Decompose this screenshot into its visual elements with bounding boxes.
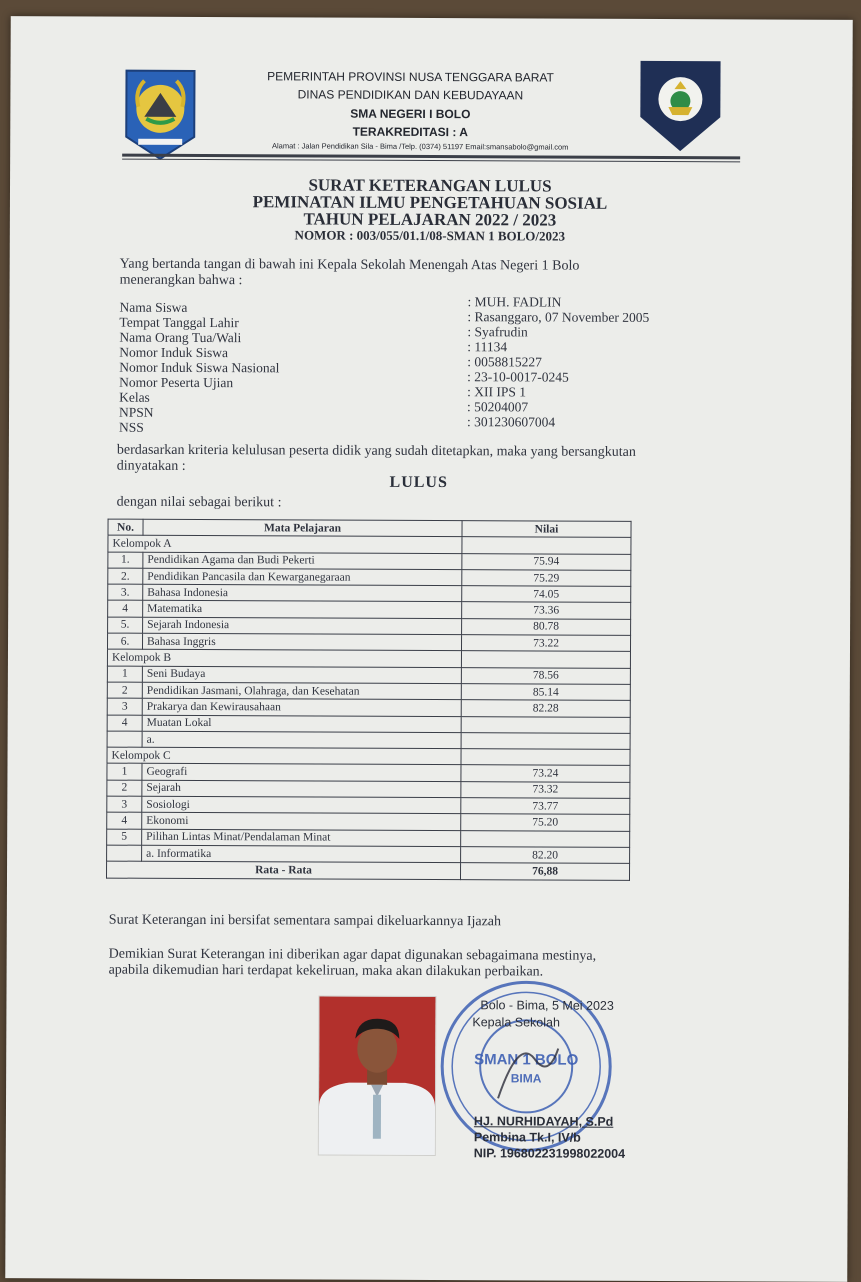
group-value-empty [461, 749, 630, 766]
graduation-result: LULUS [389, 473, 448, 492]
row-subject: Pilihan Lintas Minat/Pendalaman Minat [142, 829, 461, 847]
stamp-center-city: BIMA [510, 1071, 542, 1086]
row-value: 75.20 [461, 814, 630, 831]
column-header-subject: Mata Pelajaran [143, 519, 462, 537]
row-value: 75.29 [462, 570, 631, 587]
header-government: PEMERINTAH PROVINSI NUSA TENGGARA BARAT [267, 69, 554, 85]
row-number: 2 [107, 780, 142, 796]
row-subject: Pendidikan Agama dan Budi Pekerti [143, 552, 462, 570]
student-value: : 11134 [467, 339, 508, 355]
row-value: 73.36 [462, 602, 631, 619]
signature-position: Kepala Sekolah [472, 1015, 560, 1030]
row-subject: Sejarah [142, 780, 461, 798]
row-number: 4 [107, 812, 142, 828]
row-value: 73.24 [461, 765, 630, 782]
row-number: 3 [107, 796, 142, 812]
signature-name: HJ. NURHIDAYAH, S.Pd [473, 1114, 614, 1129]
average-row [106, 861, 629, 880]
row-subject: Muatan Lokal [142, 715, 461, 733]
group-value-empty [462, 537, 631, 554]
row-value: 82.20 [461, 847, 630, 864]
row-number: 1. [108, 552, 143, 568]
row-value: 75.94 [462, 553, 631, 570]
student-label: Tempat Tanggal Lahir [119, 314, 239, 331]
intro-line-1: Yang bertanda tangan di bawah ini Kepala Sekolah Menengah Atas Negeri 1 Bolo [119, 256, 580, 274]
document-number: NOMOR : 003/055/01.1/08-SMAN 1 BOLO/2023 [294, 227, 566, 244]
student-value: : MUH. FADLIN [467, 294, 562, 310]
row-value: 85.14 [461, 684, 630, 701]
row-subject: Pendidikan Jasmani, Olahraga, dan Kesehatan [142, 682, 461, 700]
row-subject: Ekonomi [142, 813, 461, 831]
student-label: Nomor Induk Siswa Nasional [119, 359, 280, 376]
row-subject: Pendidikan Pancasila dan Kewarganegaraan [143, 568, 462, 586]
student-value: : 0058815227 [467, 354, 542, 370]
signature-place-date: Bolo - Bima, 5 Mei 2023 [480, 998, 614, 1013]
row-value: 74.05 [462, 586, 631, 603]
row-number: 3. [108, 584, 143, 600]
student-photo [318, 996, 437, 1157]
row-value: 82.28 [461, 700, 630, 717]
student-value: : 23-10-0017-0245 [467, 369, 569, 385]
row-subject: a. Informatika [142, 845, 461, 863]
group-label: Kelompok B [107, 649, 461, 667]
row-value: 78.56 [461, 667, 630, 684]
row-subject: Prakarya dan Kewirausahaan [142, 699, 461, 717]
closing-line-1: Demikian Surat Keterangan ini diberikan agar dapat digunakan sebagaimana mestinya, [108, 946, 597, 964]
row-number [107, 731, 142, 747]
header-address: Alamat : Jalan Pendidikan Sila - Bima /Telp. (0374) 51197 Email:smansabolo@gmail.com [271, 141, 569, 152]
row-number: 5 [107, 829, 142, 845]
closing-line-2: apabila dikemudian hari terdapat kekeliruan, maka akan dilakukan perbaikan. [108, 962, 544, 980]
row-number: 6. [107, 633, 142, 649]
row-subject: Seni Budaya [142, 666, 461, 684]
row-number: 4 [107, 715, 142, 731]
row-subject: Geografi [142, 764, 461, 782]
student-label: Nomor Induk Siswa [119, 344, 229, 361]
row-number: 2. [108, 568, 143, 584]
row-number: 1 [107, 764, 142, 780]
row-subject: Sosiologi [142, 796, 461, 814]
row-value: 73.22 [461, 635, 630, 652]
row-subject: Bahasa Indonesia [143, 584, 462, 602]
row-subject: Sejarah Indonesia [143, 617, 462, 635]
criteria-line-2: dinyatakan : [116, 458, 186, 474]
column-header-value: Nilai [462, 521, 631, 538]
group-label: Kelompok A [108, 535, 462, 553]
row-number: 5. [108, 617, 143, 633]
grades-table [106, 519, 632, 881]
group-label: Kelompok C [107, 747, 461, 765]
header-accreditation: TERAKREDITASI : A [352, 124, 468, 140]
document-page [5, 16, 852, 1282]
student-value: : 50204007 [467, 399, 529, 415]
student-value: : Syafrudin [467, 324, 528, 340]
student-label: Nomor Peserta Ujian [119, 374, 234, 391]
row-value: 73.32 [461, 781, 630, 798]
column-header-no: No. [108, 519, 143, 535]
row-value: 73.77 [461, 798, 630, 815]
row-number: 1 [107, 666, 142, 682]
student-label: NSS [118, 419, 144, 435]
header-school-name: SMA NEGERI I BOLO [350, 106, 471, 122]
temporary-note: Surat Keterangan ini bersifat sementara sampai dikeluarkannya Ijazah [108, 912, 502, 930]
student-label: Nama Orang Tua/Wali [119, 329, 242, 346]
group-value-empty [461, 651, 630, 668]
row-number: 2 [107, 682, 142, 698]
intro-line-2: menerangkan bahwa : [119, 272, 243, 289]
student-value: : 301230607004 [466, 414, 556, 430]
signature-rank: Pembina Tk.I, IV/b [473, 1130, 581, 1145]
row-subject: Matematika [143, 601, 462, 619]
stamp-center-name: SMAN 1 BOLO [474, 1051, 579, 1069]
row-number [107, 845, 142, 861]
student-value: : Rasanggaro, 07 November 2005 [467, 309, 650, 325]
row-subject: Bahasa Inggris [142, 633, 461, 651]
row-number: 4 [108, 601, 143, 617]
school-emblem-logo [638, 59, 722, 153]
header-department: DINAS PENDIDIKAN DAN KEBUDAYAAN [297, 87, 524, 103]
header-divider-thin [122, 159, 740, 163]
student-label: NPSN [118, 404, 154, 420]
student-value: : XII IPS 1 [467, 384, 527, 400]
student-label: Kelas [119, 389, 150, 405]
academic-year: TAHUN PELAJARAN 2022 / 2023 [303, 209, 557, 230]
average-value: 76,88 [460, 863, 629, 880]
document-title: SURAT KETERANGAN LULUS [308, 175, 552, 196]
average-label: Rata - Rata [106, 861, 460, 879]
student-label: Nama Siswa [119, 299, 188, 315]
row-value: 80.78 [462, 618, 631, 635]
grades-intro: dengan nilai sebagai berikut : [116, 494, 282, 511]
row-value [461, 830, 630, 847]
row-value [461, 733, 630, 750]
criteria-line-1: berdasarkan kriteria kelulusan peserta didik yang sudah ditetapkan, maka yang bersangkutan [116, 442, 636, 460]
row-value [461, 716, 630, 733]
row-subject: a. [142, 731, 461, 749]
signature-nip: NIP. 196802231998022004 [473, 1146, 626, 1161]
row-number: 3 [107, 698, 142, 714]
document-subtitle: PEMINATAN ILMU PENGETAHUAN SOSIAL [252, 192, 608, 213]
